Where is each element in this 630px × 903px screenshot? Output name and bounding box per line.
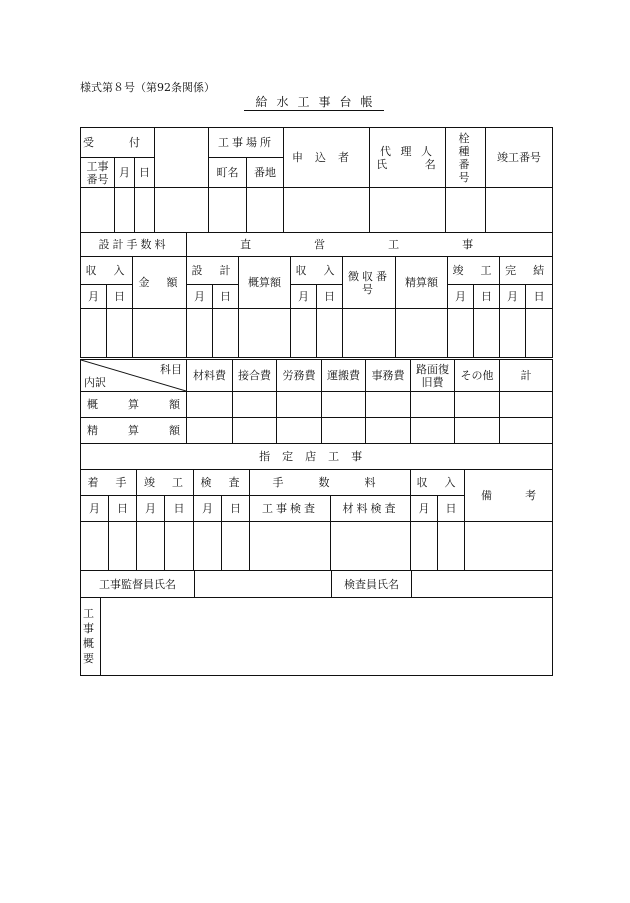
- seisan-gaku-row-label: 精 算 額: [81, 418, 187, 444]
- entry-cell: [233, 392, 277, 418]
- chokuei-koji-header: 直 営 工 事: [187, 233, 553, 257]
- romen-fukkyuhi-header: 路面復旧費: [411, 360, 455, 392]
- entry-cell: [366, 418, 411, 444]
- hi-header: 日: [135, 158, 155, 188]
- hi-header: 日: [213, 285, 239, 309]
- entry-cell: [343, 309, 396, 358]
- entry-cell: [115, 188, 135, 233]
- shitei-koji-header: 指定店工事: [81, 444, 553, 470]
- zairyohi-header: 材料費: [187, 360, 233, 392]
- entry-cell: [411, 418, 455, 444]
- hi-header: 日: [109, 496, 137, 522]
- entry-cell: [109, 522, 137, 571]
- entry-cell: [291, 309, 317, 358]
- entry-cell: [322, 418, 366, 444]
- dairinin-header: 代 理 人 氏 名: [370, 128, 446, 188]
- entry-cell: [137, 522, 165, 571]
- uketsuke-header: 受 付: [81, 128, 155, 158]
- biko-header: 備 考: [465, 470, 553, 522]
- entry-cell: [239, 309, 291, 358]
- entry-cell: [317, 309, 343, 358]
- jimuhi-header: 事務費: [366, 360, 411, 392]
- shunyu-header: 収 入: [81, 257, 133, 285]
- entry-cell: [155, 188, 209, 233]
- entry-cell: [187, 392, 233, 418]
- kantokuin-label: 工事監督員氏名: [81, 571, 195, 598]
- sekkei-tesuryo-header: 設計手数料: [81, 233, 187, 257]
- sonota-header: その他: [455, 360, 500, 392]
- entry-cell: [448, 309, 474, 358]
- gaiyo-text: 工事概要: [83, 607, 94, 665]
- blank-header: [155, 128, 209, 188]
- shunyu-header: 収 入: [411, 470, 465, 496]
- entry-cell: [370, 188, 446, 233]
- entry-cell: [396, 309, 448, 358]
- entry-cell: [474, 309, 500, 358]
- tsuki-header: 月: [115, 158, 135, 188]
- form-number: 様式第８号（第92条関係）: [80, 81, 215, 94]
- kensain-label: 検査員氏名: [332, 571, 412, 598]
- koji-basho-header: 工事場所: [209, 128, 284, 158]
- shunko-bango-header: 竣工番号: [486, 128, 553, 188]
- hi-header: 日: [317, 285, 343, 309]
- entry-cell: [194, 522, 222, 571]
- supervisor-table: [80, 570, 553, 598]
- entry-cell: [322, 392, 366, 418]
- kamoku-uchiwake-header: [81, 360, 187, 392]
- kei-header: 計: [500, 360, 553, 392]
- hi-header: 日: [222, 496, 250, 522]
- entry-cell: [331, 522, 411, 571]
- entry-cell: [366, 392, 411, 418]
- hi-header: 日: [165, 496, 194, 522]
- cost-breakdown-table: [80, 359, 553, 444]
- entry-cell: [250, 522, 331, 571]
- chokuei-table: [80, 232, 553, 358]
- chakushu-header: 着 手: [81, 470, 137, 496]
- entry-cell: [187, 418, 233, 444]
- zairyo-kensa-header: 材料検査: [331, 496, 411, 522]
- entry-cell: [500, 418, 553, 444]
- hi-header: 日: [526, 285, 553, 309]
- tsuki-header: 月: [81, 285, 107, 309]
- entry-cell: [277, 418, 322, 444]
- entry-cell: [411, 392, 455, 418]
- entry-cell: [222, 522, 250, 571]
- tsuki-header: 月: [194, 496, 222, 522]
- shunko-header: 竣 工: [137, 470, 194, 496]
- tsuki-header: 月: [448, 285, 474, 309]
- entry-cell: [455, 418, 500, 444]
- entry-cell: [446, 188, 486, 233]
- entry-cell: [133, 309, 187, 358]
- entry-cell: [81, 522, 109, 571]
- unpanhi-header: 運搬費: [322, 360, 366, 392]
- uchiwake-label: 内訳: [84, 376, 106, 389]
- entry-cell: [209, 188, 247, 233]
- tsuki-header: 月: [291, 285, 317, 309]
- shunyu-header-2: 収 入: [291, 257, 343, 285]
- kamoku-label: 科目: [160, 363, 182, 376]
- choshu-bango-header: 徴収番号: [343, 257, 396, 309]
- tsuki-header: 月: [411, 496, 438, 522]
- overview-table: [80, 597, 553, 676]
- hi-header: 日: [107, 285, 133, 309]
- entry-cell: [135, 188, 155, 233]
- entry-cell: [81, 188, 115, 233]
- senshu-bango-header: 栓種番号: [446, 128, 486, 188]
- entry-cell: [213, 309, 239, 358]
- entry-cell: [465, 522, 553, 571]
- entry-cell: [486, 188, 553, 233]
- banchi-header: 番地: [247, 158, 284, 188]
- tsuki-header: 月: [81, 496, 109, 522]
- koji-kensa-header: 工事検査: [250, 496, 331, 522]
- kingaku-header: 金 額: [133, 257, 187, 309]
- gaisan-gaku-header: 概算額: [239, 257, 291, 309]
- entry-cell: [500, 392, 553, 418]
- kensa-header: 検 査: [194, 470, 250, 496]
- entry-cell: [500, 309, 526, 358]
- entry-cell: [187, 309, 213, 358]
- romuhi-header: 労務費: [277, 360, 322, 392]
- chomei-header: 町名: [209, 158, 247, 188]
- entry-cell: [247, 188, 284, 233]
- tsuki-header: 月: [187, 285, 213, 309]
- entry-cell: [165, 522, 194, 571]
- kanketsu-header: 完 結: [500, 257, 553, 285]
- page-title: 給水工事台帳: [244, 94, 384, 111]
- entry-cell: [284, 188, 370, 233]
- entry-cell: [411, 522, 438, 571]
- shitei-table: [80, 443, 553, 571]
- koji-bango-header: 工事番号: [81, 158, 115, 188]
- tsuki-header: 月: [137, 496, 165, 522]
- entry-cell: [455, 392, 500, 418]
- gaiyo-label: [81, 598, 101, 676]
- entry-cell: [233, 418, 277, 444]
- gaisan-gaku-row-label: 概 算 額: [81, 392, 187, 418]
- entry-cell: [277, 392, 322, 418]
- entry-cell: [526, 309, 553, 358]
- entry-cell: [438, 522, 465, 571]
- hi-header: 日: [438, 496, 465, 522]
- setsugohi-header: 接合費: [233, 360, 277, 392]
- tsuki-header: 月: [500, 285, 526, 309]
- kensain-value: [412, 571, 553, 598]
- seisan-gaku-header: 精算額: [396, 257, 448, 309]
- moushikomisha-header: 申込者: [284, 128, 370, 188]
- shunko-header: 竣 工: [448, 257, 500, 285]
- kantokuin-value: [195, 571, 332, 598]
- gaiyo-value: [101, 598, 553, 676]
- entry-cell: [107, 309, 133, 358]
- entry-cell: [81, 309, 107, 358]
- hi-header: 日: [474, 285, 500, 309]
- reception-table: [80, 127, 553, 233]
- sekkei-header: 設 計: [187, 257, 239, 285]
- tesuryo-header: 手 数 料: [250, 470, 411, 496]
